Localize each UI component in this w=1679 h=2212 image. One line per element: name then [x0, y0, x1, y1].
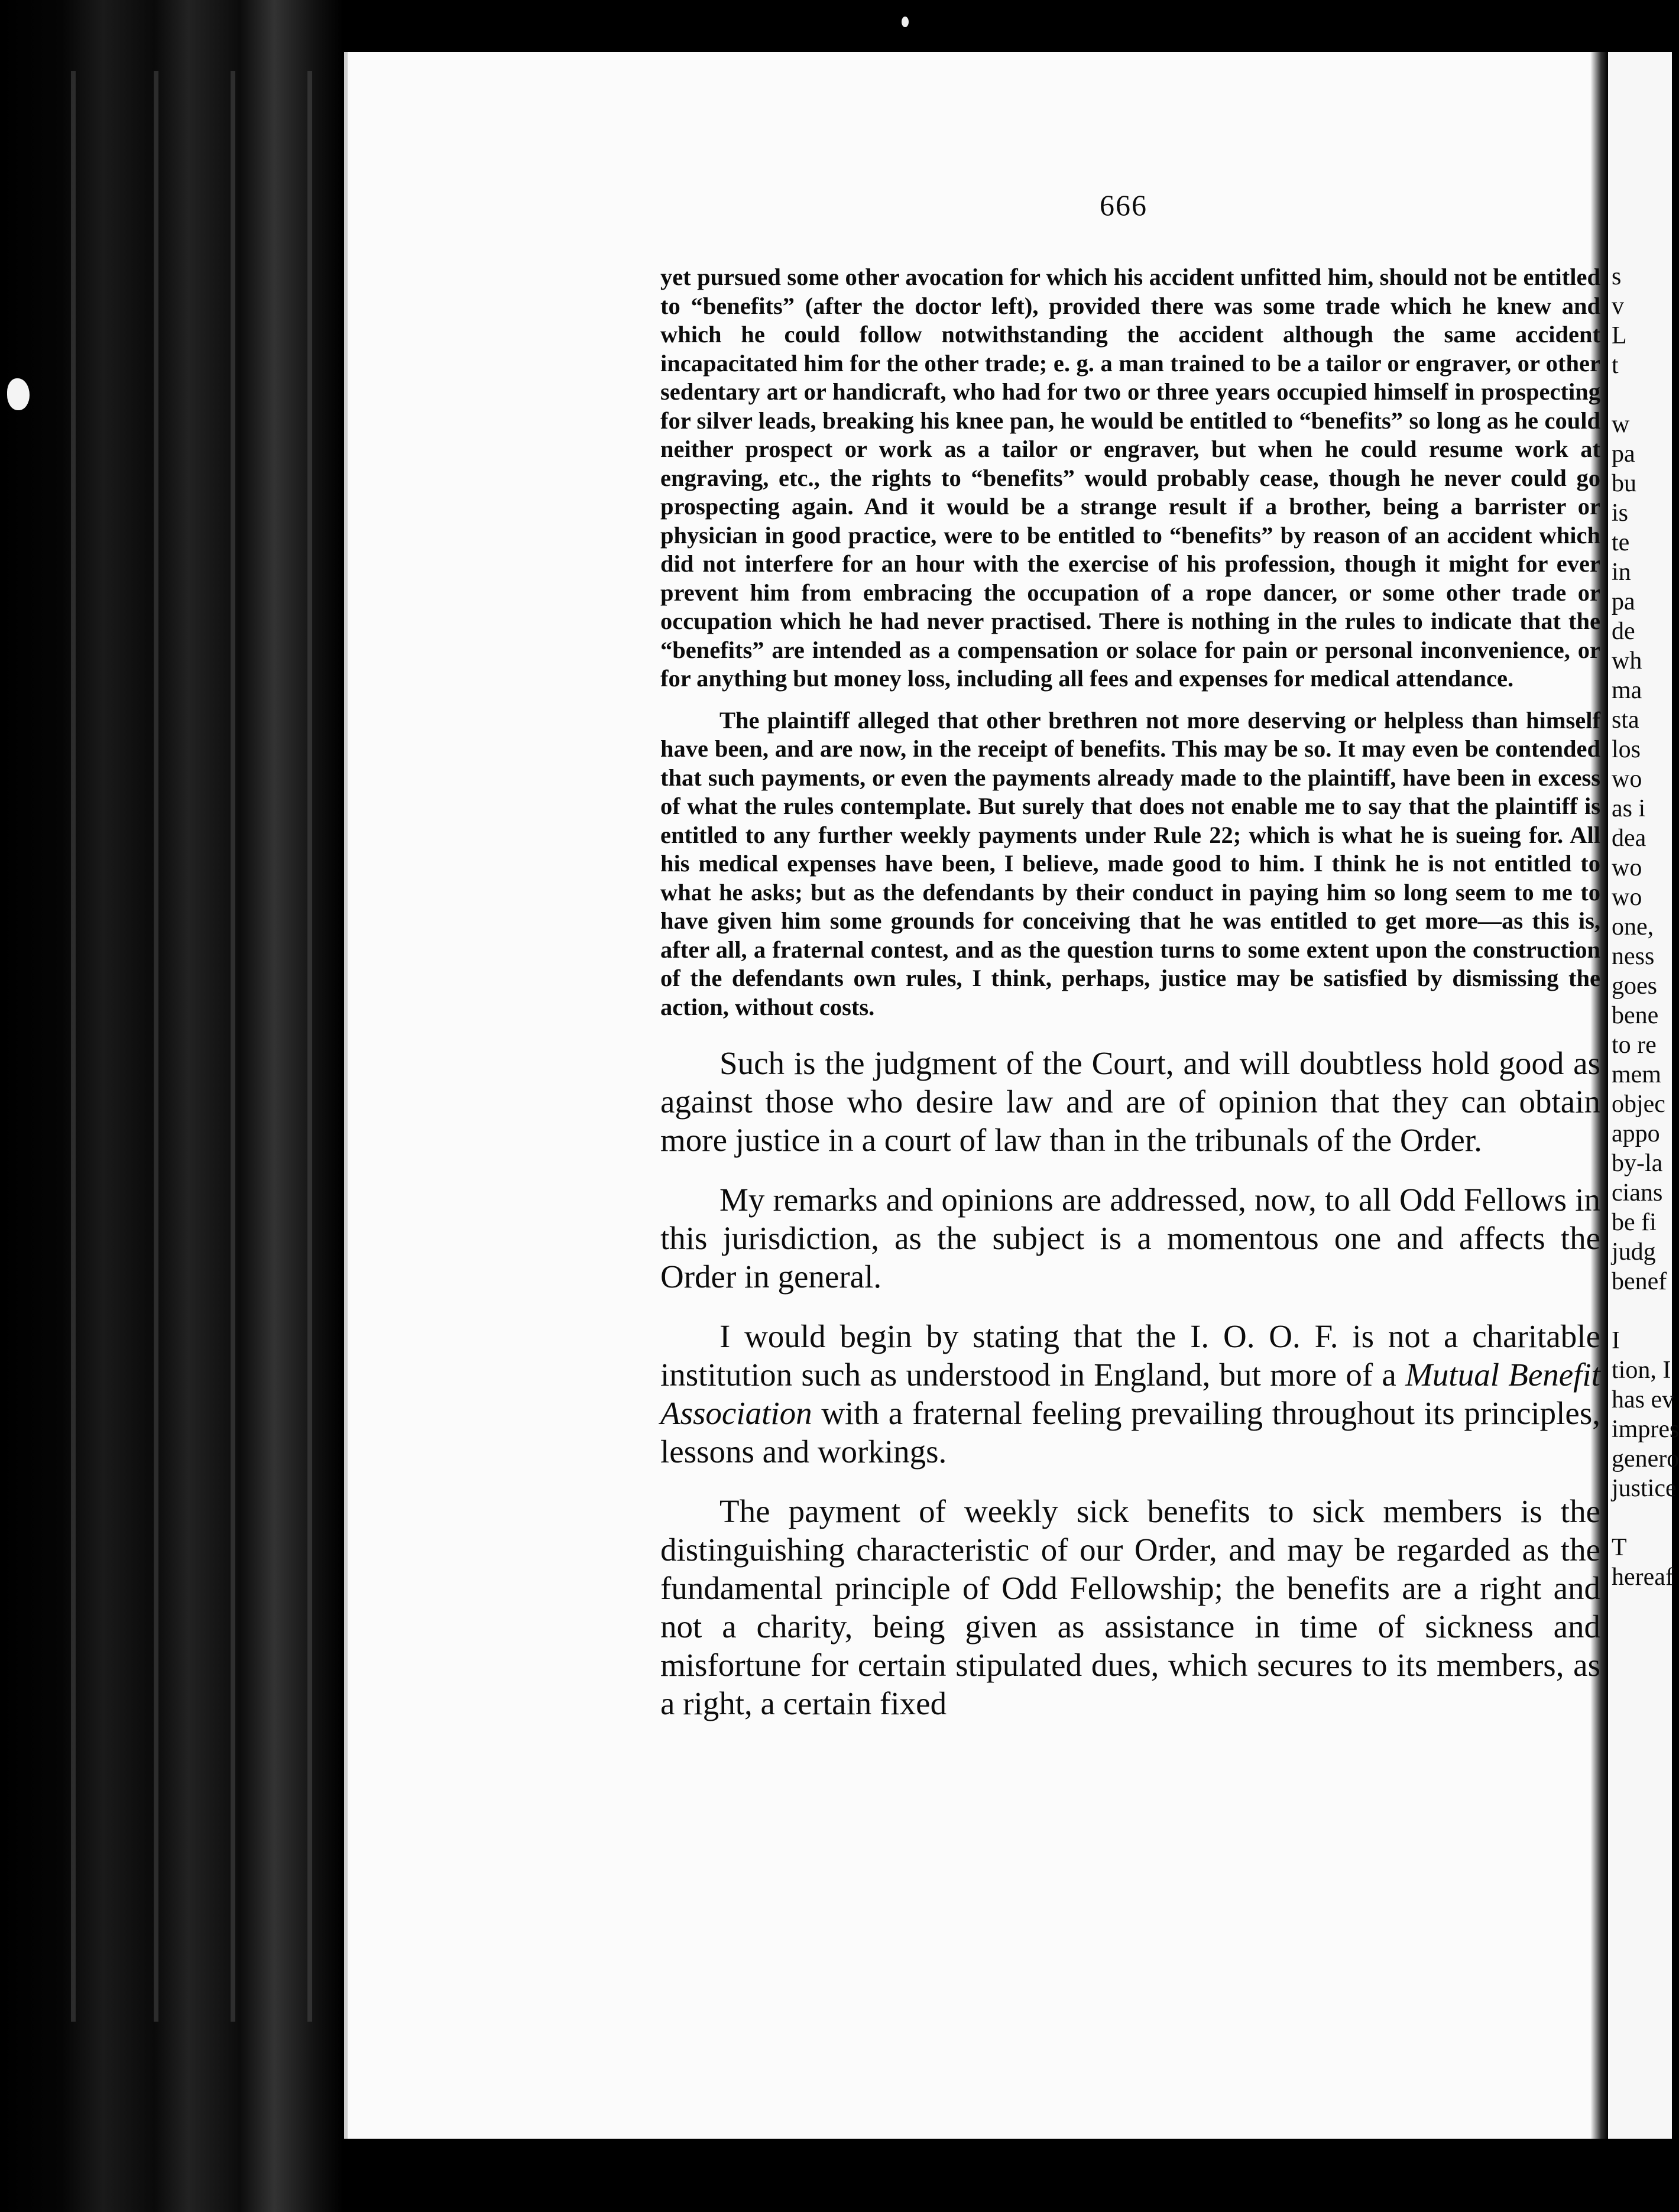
next-page-fragment: wo — [1612, 766, 1642, 793]
next-page-fragment: appo — [1612, 1120, 1660, 1147]
remarks-paragraph-3-tail: with a fraternal feeling prevailing throughout its principles, lessons and workings. — [660, 1395, 1600, 1470]
next-page-fragment: sta — [1612, 706, 1639, 734]
next-page-fragment: L — [1612, 322, 1627, 349]
spine-stripe — [307, 71, 312, 2022]
book-spine-edge — [0, 0, 343, 2212]
next-page-fragment: in — [1612, 559, 1631, 586]
next-page-fragment: ma — [1612, 677, 1642, 704]
next-page-fragment: goes — [1612, 972, 1657, 1000]
next-page-fragment: wo — [1612, 884, 1642, 911]
next-page-fragments — [1608, 52, 1679, 1592]
next-page-fragment: los — [1612, 736, 1641, 763]
remarks-paragraph-1: Such is the judgment of the Court, and will doubtless hold good as against those who desire law and are of opinion that they can obtain more justice in a court of law than in the tribunals of the Order. — [660, 1045, 1600, 1158]
next-page-fragment: has ev — [1612, 1386, 1675, 1413]
next-page-fragment: dea — [1612, 825, 1646, 852]
next-page-fragment: w — [1612, 411, 1630, 438]
judgment-paragraph-1: yet pursued some other avocation for which his accident unfitted him, should not be entitled to “benefits” (after the doctor left), provided there was some trade which he knew and which he could follow notwithstanding the accident although the same accident incapacitated him for the other trade; e. g. a man trained to be a tailor or engraver, or other sedentary art or handicraft, who had for two or three years occupied himself in prospecting for silver leads, breaking his knee pan, he would be entitled to “benefits” so long as he could neither prospect or work as a tailor or engraver, but when he could resume work at engraving, etc., the rights to “benefits” would probably cease, though he never could go prospecting again. And it would be a strange result if a brother, being a barrister or physician in good practice, were to be entitled to “benefits” by reason of an accident which did not interfere for an hour with the exercise of his profession, though it might for ever prevent him from embracing the occupation of a rope dancer, or some other trade or occupation which he had never practised. There is nothing in the rules to indicate that the “benefits” are intended as a compensation or solace for pain or personal inconvenience, or for anything but money loss, including all fees and expenses for medical attendance. — [660, 264, 1600, 692]
next-page-fragment: bene — [1612, 1002, 1659, 1029]
next-page-fragment — [1612, 380, 1672, 410]
next-page-fragment: de — [1612, 618, 1635, 645]
next-page-fragment — [1612, 1296, 1672, 1326]
next-page-fragment: T — [1612, 1534, 1627, 1561]
mutual-benefit-association-term: Mutual Benefit Association — [660, 1357, 1600, 1431]
next-page-edge — [1608, 52, 1679, 2139]
next-page-fragment: pa — [1612, 440, 1635, 468]
spine-stripe — [231, 71, 235, 2022]
scan-hole-mark — [7, 378, 30, 410]
next-page-fragment: hereaf — [1612, 1564, 1674, 1591]
next-page-fragment — [1612, 1503, 1672, 1533]
next-page-fragment: objec — [1612, 1091, 1665, 1118]
next-page-fragment: by-la — [1612, 1150, 1663, 1177]
next-page-fragment: wh — [1612, 647, 1642, 674]
spine-stripe — [71, 71, 76, 2022]
next-page-fragment: bu — [1612, 470, 1636, 497]
spine-stripe — [154, 71, 158, 2022]
page-number: 666 — [1100, 189, 1148, 222]
next-page-fragment: cians — [1612, 1179, 1663, 1206]
next-page-fragment: tion, I — [1612, 1357, 1671, 1384]
next-page-fragment: I — [1612, 1327, 1620, 1354]
next-page-fragment: s — [1612, 263, 1622, 290]
scan-speck — [902, 17, 909, 27]
page-body — [660, 263, 1600, 1744]
next-page-fragment: to re — [1612, 1032, 1657, 1059]
remarks-paragraph-3 — [660, 1317, 1600, 1471]
next-page-fragment: mem — [1612, 1061, 1661, 1088]
next-page-fragment: pa — [1612, 588, 1635, 615]
next-page-fragment: wo — [1612, 854, 1642, 881]
next-page-fragment: justice — [1612, 1475, 1677, 1502]
next-page-fragment: be fi — [1612, 1209, 1657, 1236]
judgment-quote — [660, 263, 1600, 1021]
next-page-fragment: ness — [1612, 943, 1655, 970]
next-page-fragment: as i — [1612, 795, 1646, 822]
next-page-fragment: benef — [1612, 1268, 1667, 1295]
next-page-fragment: is — [1612, 500, 1629, 527]
remarks-paragraph-4: The payment of weekly sick benefits to sick members is the distinguishing characteristic of our Order, and may be regarded as the fundamental principle of Odd Fellowship; the benefits are a right and not a charity, being given as assistance in time of sickness and misfortune for certain stipulated dues, which secures to its members, as a right, a certain fixed — [660, 1493, 1600, 1721]
next-page-fragment: judg — [1612, 1238, 1656, 1266]
next-page-fragment: te — [1612, 529, 1630, 556]
next-page-fragment: genero — [1612, 1445, 1679, 1472]
next-page-fragment: v — [1612, 293, 1624, 320]
next-page-fragment: impres — [1612, 1416, 1679, 1443]
remarks-paragraph-3-lead: I would begin by stating that the I. O. O. F. is not a charitable institution such as understood in England, but more of a — [660, 1318, 1600, 1393]
next-page-fragment: one, — [1612, 913, 1654, 940]
judgment-paragraph-2: The plaintiff alleged that other brethren not more deserving or helpless than himself have been, and are now, in the receipt of benefits. This may be so. It may even be contended that such payments, or even the payments already made to the plaintiff, have been in excess of what the rules contemplate. But surely that does not enable me to say that the plaintiff is entitled to any further weekly payments under Rule 22; which is what he is sueing for. All his medical expenses have been, I believe, made good to him. I think he is not entitled to what he asks; but as the defendants by their conduct in paying him so long seem to me to have given him some grounds for conceiving that he was entitled to get more—as this is, after all, a fraternal contest, and as the question turns to some extent upon the construction of the defendants own rules, I think, perhaps, justice may be satisfied by dismissing the action, without costs. — [660, 706, 1600, 1020]
remarks-paragraph-2: My remarks and opinions are addressed, now, to all Odd Fellows in this jurisdiction, as the subject is a momentous one and affects the Order in general. — [660, 1182, 1600, 1295]
remarks-section — [660, 1044, 1600, 1723]
next-page-fragment: t — [1612, 352, 1619, 379]
